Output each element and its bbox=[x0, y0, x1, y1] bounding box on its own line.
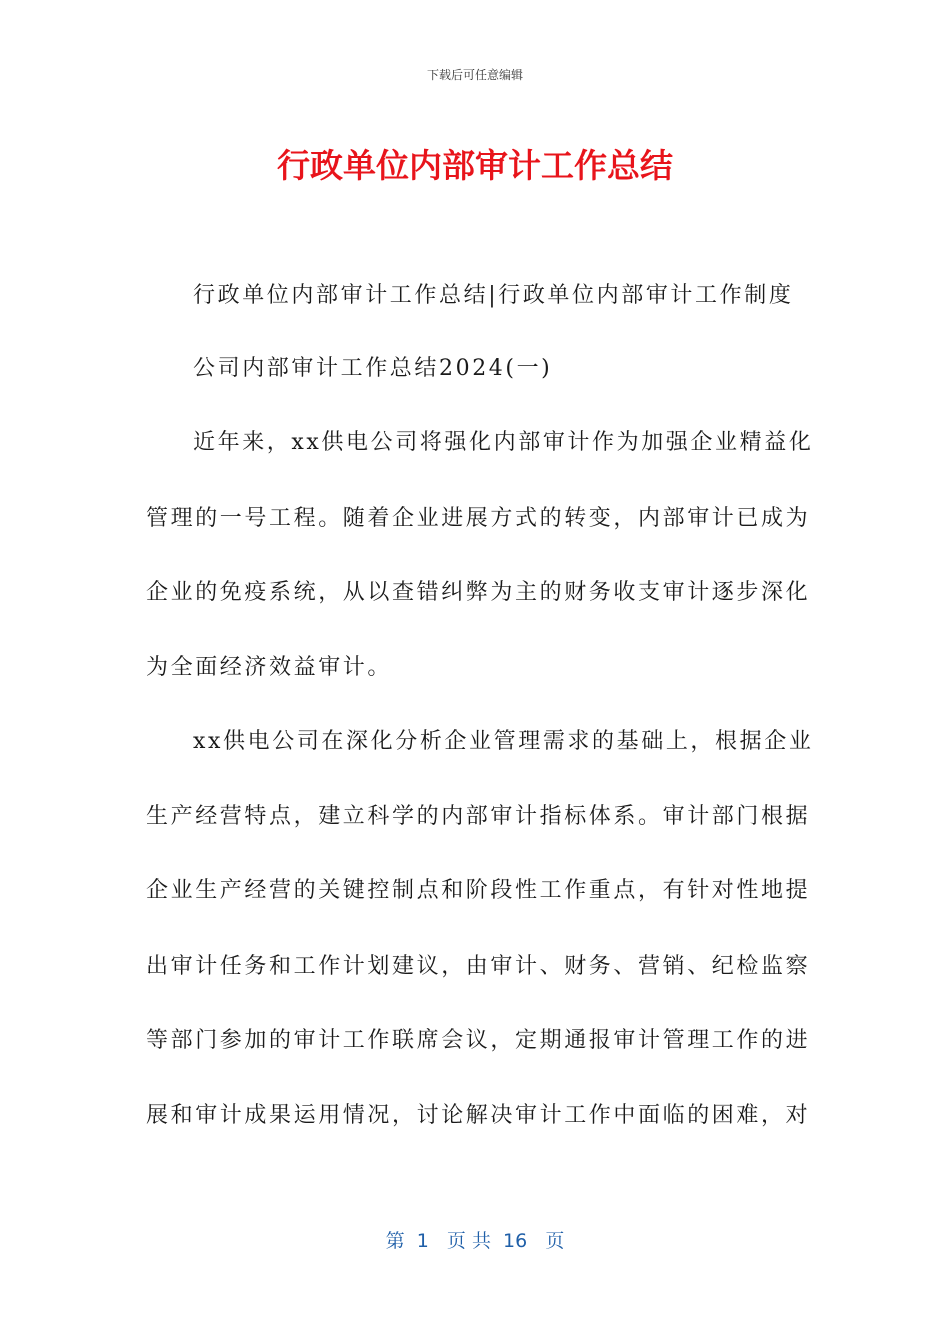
paragraph-line: 出审计任务和工作计划建议，由审计、财务、营销、纪检监察 bbox=[146, 954, 811, 979]
paragraph-line: 为全面经济效益审计。 bbox=[146, 655, 393, 680]
header-note: 下载后可任意编辑 bbox=[426, 68, 523, 82]
section-heading: 公司内部审计工作总结2024(一) bbox=[193, 356, 553, 381]
paragraph-line: 等部门参加的审计工作联席会议，定期通报审计管理工作的进 bbox=[146, 1028, 811, 1053]
paragraph-line: 生产经营特点，建立科学的内部审计指标体系。审计部门根据 bbox=[146, 804, 811, 829]
paragraph-line: 企业的免疫系统，从以查错纠弊为主的财务收支审计逐步深化 bbox=[146, 580, 811, 605]
paragraph-line: xx供电公司在深化分析企业管理需求的基础上，根据企业 bbox=[193, 729, 814, 754]
paragraph-line: 企业生产经营的关键控制点和阶段性工作重点，有针对性地提 bbox=[146, 878, 811, 903]
subtitle-line: 行政单位内部审计工作总结|行政单位内部审计工作制度 bbox=[193, 283, 794, 308]
document-title: 行政单位内部审计工作总结 bbox=[277, 146, 673, 185]
paragraph-line: 近年来，xx供电公司将强化内部审计作为加强企业精益化 bbox=[193, 430, 814, 455]
paragraph-line: 展和审计成果运用情况，讨论解决审计工作中面临的困难，对 bbox=[146, 1103, 811, 1128]
page-footer: 第 1 页 共 16 页 bbox=[385, 1230, 565, 1252]
paragraph-line: 管理的一号工程。随着企业进展方式的转变，内部审计已成为 bbox=[146, 506, 811, 531]
